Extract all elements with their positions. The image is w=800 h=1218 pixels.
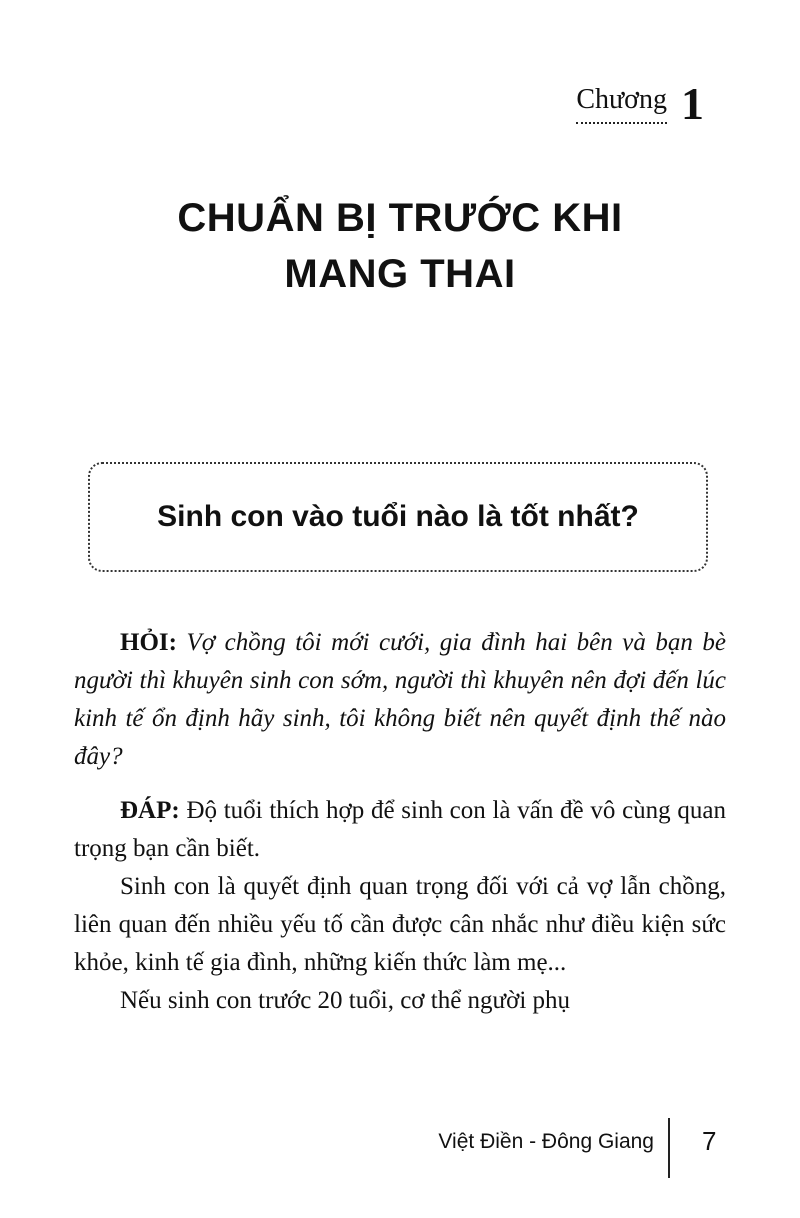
chapter-title-line-1: CHUẨN BỊ TRƯỚC KHI	[177, 196, 623, 240]
body-paragraph-3: Nếu sinh con trước 20 tuổi, cơ thể người phụ	[120, 987, 571, 1014]
footer-credit: Việt Điền - Đông Giang	[438, 1130, 654, 1153]
answer-label: ĐÁP:	[120, 797, 180, 824]
question-paragraph	[74, 624, 726, 776]
chapter-title-line-2: MANG THAI	[284, 252, 516, 296]
page-number: 7	[702, 1126, 717, 1156]
chapter-label	[576, 78, 704, 129]
chapter-number: 1	[681, 78, 704, 129]
chapter-word: Chương	[576, 80, 667, 124]
page-footer	[0, 1118, 800, 1178]
body-paragraph-2: Sinh con là quyết định quan trọng đối với cả vợ lẫn chồng, liên quan đến nhiều yếu tố cần được cân nhắc như điều kiện sức khỏe, kinh tế gia đình, những kiến thức làm mẹ...	[74, 873, 726, 976]
answer-paragraph	[74, 792, 726, 868]
question-label: HỎI:	[120, 629, 177, 656]
footer-divider	[668, 1118, 670, 1178]
body-text	[74, 624, 726, 1020]
question-text: Vợ chồng tôi mới cưới, gia đình hai bên và bạn bè người thì khuyên sinh con sớm, người thì khuyên nên đợi đến lúc kinh tế ổn định hãy sinh, tôi không biết nên quyết định thế nào đây?	[74, 629, 727, 770]
answer-text: Độ tuổi thích hợp để sinh con là vấn đề vô cùng quan trọng bạn cần biết.	[74, 797, 726, 862]
chapter-title	[100, 190, 700, 302]
question-box	[88, 462, 708, 572]
question-heading: Sinh con vào tuổi nào là tốt nhất?	[157, 500, 639, 533]
